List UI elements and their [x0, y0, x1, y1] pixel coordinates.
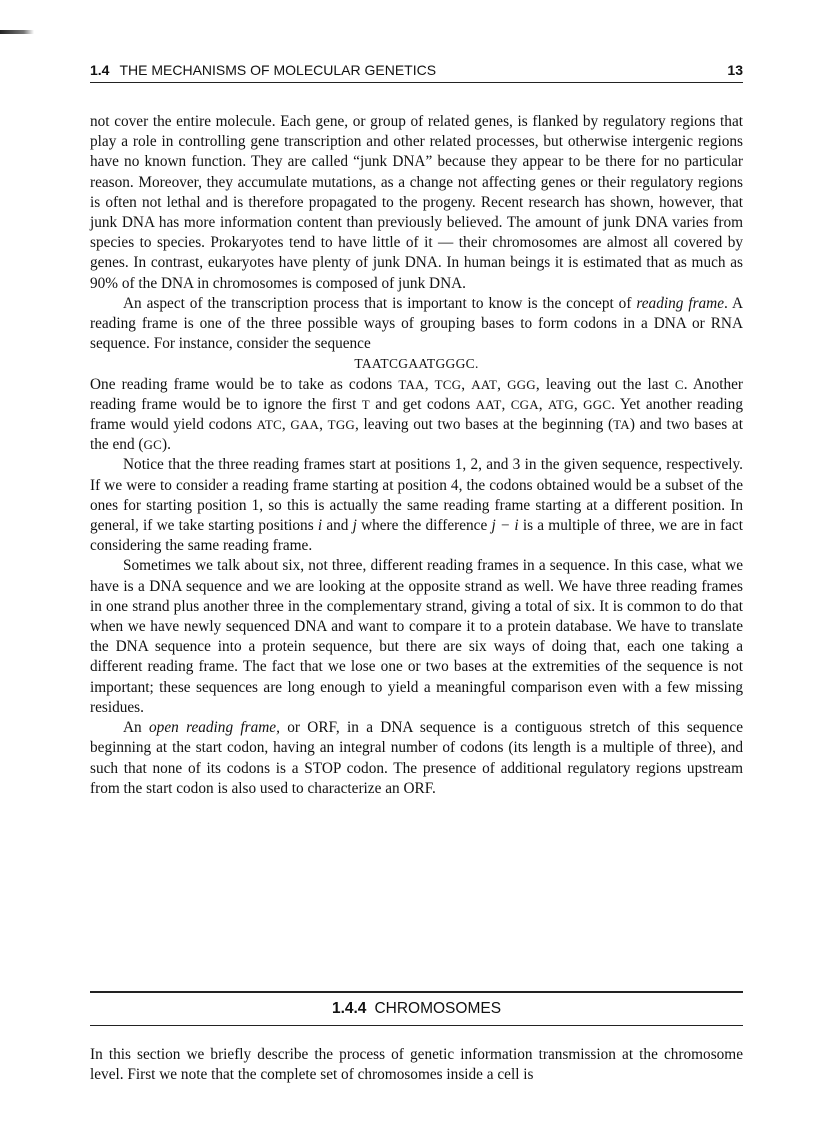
text-run: and get codons	[369, 395, 476, 413]
base-sequence: ATC	[256, 417, 282, 433]
page-number: 13	[727, 62, 743, 78]
text-run: . Yet another reading frame would yield codons	[90, 395, 743, 434]
text-run: is a multiple of three, we are in fact considering the same reading frame.	[90, 517, 743, 555]
section-title: CHROMOSOMES	[374, 1000, 502, 1017]
paragraph	[90, 375, 743, 456]
section-body-text	[90, 1045, 743, 1085]
section-rule-bottom	[90, 1025, 743, 1026]
text-run: ,	[501, 395, 511, 413]
text-run: not cover the entire molecule. Each gene, or group of related genes, is flanked by regulatory regions that play a role in controlling gene transcription and other related processes, but otherwise intergenic regions have no known function. They are called “junk DNA” because they appear to be there for no particular reason. Moreover, they accumulate mutations, as a change not affecting genes or their regulatory regions is often not lethal and is therefore propagated to the progeny. Recent research has shown, however, that junk DNA has more information content than previously believed. The amount of junk DNA varies from species to species. Prokaryotes tend to have little of it — their chromosomes are almost all covered by genes. In contrast, eukaryotes have plenty of junk DNA. In human beings it is estimated that as much as 90% of the DNA in chromosomes is composed of junk DNA.	[90, 113, 743, 292]
sequence-display	[90, 354, 743, 374]
section-rule-top	[90, 991, 743, 993]
body-text	[90, 112, 743, 799]
running-header	[90, 60, 743, 83]
text-run: ).	[162, 436, 171, 454]
text-run: , leaving out the last	[535, 375, 675, 393]
paragraph	[90, 455, 743, 556]
header-section-number: 1.4	[90, 62, 110, 78]
header-section-title: THE MECHANISMS OF MOLECULAR GENETICS	[119, 62, 437, 78]
text-run: .	[474, 356, 479, 372]
text-run: . A reading frame is one of the three possible ways of grouping bases to form codons in a DNA or RNA sequence. For instance, consider the sequence	[90, 294, 744, 353]
italic-term: reading frame	[636, 294, 725, 312]
text-run: One reading frame would be to take as codons	[90, 375, 399, 393]
base-sequence: TAA	[398, 376, 425, 392]
italic-term: open reading frame,	[149, 719, 280, 737]
base-sequence: GGG	[507, 376, 536, 392]
base-sequence: AAT	[475, 396, 502, 412]
text-run: ,	[281, 416, 291, 434]
text-run: and	[322, 517, 353, 535]
paragraph	[90, 294, 743, 355]
text-run: ,	[424, 375, 435, 393]
base-sequence: TA	[613, 417, 630, 433]
paragraph	[90, 556, 743, 718]
text-run: or ORF, in a DNA sequence is a contiguous stretch of this sequence beginning at the start codon, having an integral number of codons (its length is a multiple of three), and such that none of its codons is a STOP codon. The presence of additional regulatory regions upstream from the start codon is also used to characterize an ORF.	[90, 719, 743, 797]
text-run: ,	[497, 375, 508, 393]
section-paragraph: In this section we briefly describe the process of genetic information transmission at the chromosome level. First we note that the complete set of chromosomes inside a cell is	[90, 1046, 743, 1084]
text-run: ,	[461, 375, 472, 393]
text-run: ,	[319, 416, 328, 434]
base-sequence: TAATCGAATGGGC	[354, 356, 475, 372]
base-sequence: C	[674, 376, 684, 392]
base-sequence: TGG	[327, 417, 355, 433]
text-run: An	[123, 719, 150, 737]
base-sequence: GC	[143, 437, 162, 453]
base-sequence: GAA	[290, 417, 320, 433]
italic-term: j − i	[491, 517, 519, 535]
text-run: An aspect of the transcription process that is important to know is the concept of	[123, 294, 637, 312]
text-run: ,	[538, 395, 549, 413]
base-sequence: TCG	[434, 376, 462, 392]
base-sequence: ATG	[548, 396, 574, 412]
text-run: Sometimes we talk about six, not three, different reading frames in a sequence. In this case, what we have is a DNA sequence and we are looking at the opposite strand as well. We have three reading frames in one strand plus another three in the complementary strand, giving a total of six. It is common to do that when we have newly sequenced DNA and want to compare it to a protein database. We have to translate the DNA sequence into a protein sequence, but there are six ways of doing that, each one taking a different reading frame. The fact that we lose one or two bases at the extremities of the sequence is not important; these sequences are long enough to yield a meaningful comparison even with a few missing residues.	[90, 557, 743, 716]
paragraph	[90, 112, 743, 294]
paragraph	[90, 718, 743, 799]
text-run: . Another reading frame would be to ignore the first	[90, 375, 743, 413]
text-run: where the difference	[356, 517, 492, 535]
text-run: ) and two bases at the end (	[90, 416, 743, 454]
italic-term: i	[317, 517, 323, 535]
italic-term: j	[352, 517, 357, 535]
text-run: , leaving out two bases at the beginning (	[355, 416, 614, 434]
base-sequence: AAT	[471, 376, 498, 392]
section-heading	[90, 998, 743, 1020]
scan-artifact-mark	[0, 30, 34, 34]
text-run: ,	[573, 395, 584, 413]
text-run: Notice that the three reading frames start at positions 1, 2, and 3 in the given sequence, respectively. If we were to consider a reading frame starting at position 4, the codons obtained would be a subset of the ones for starting position 1, so this is actually the same reading frame starting at a different position. In general, if we take starting positions	[90, 456, 743, 535]
base-sequence: CGA	[510, 396, 539, 412]
base-sequence: T	[361, 396, 370, 412]
section-number: 1.4.4	[331, 1000, 367, 1017]
base-sequence: GGC	[583, 396, 612, 412]
